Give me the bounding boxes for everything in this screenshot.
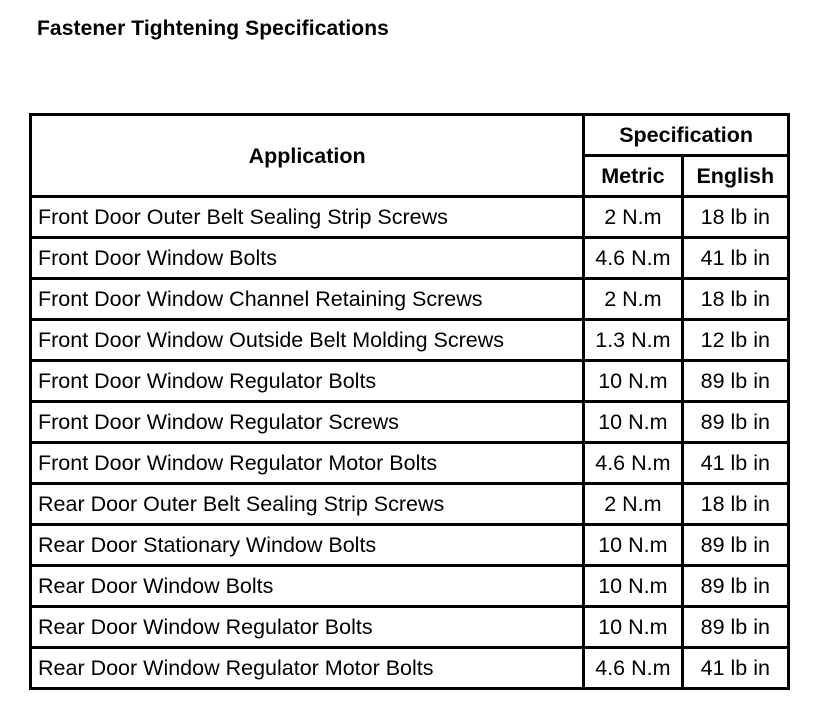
cell-metric: 4.6 N.m: [585, 444, 683, 485]
table-row: [32, 403, 787, 444]
cell-english: 41 lb in: [700, 656, 770, 680]
cell-application: Rear Door Window Regulator Motor Bolts: [32, 649, 585, 687]
cell-metric: 2 N.m: [585, 485, 683, 526]
cell-english: 89 lb in: [684, 567, 787, 608]
cell-application: Front Door Window Regulator Screws: [32, 403, 585, 444]
cell-metric: 1.3 N.m: [585, 321, 683, 362]
cell-english: 41 lb in: [684, 444, 787, 485]
table-row: [32, 567, 787, 608]
table-row: [32, 444, 787, 485]
cell-english: 89 lb in: [684, 608, 787, 649]
cell-application: Front Door Window Regulator Bolts: [32, 362, 585, 403]
table-row: [32, 526, 787, 567]
cell-english: 41 lb in: [684, 239, 787, 280]
header-english: English: [684, 157, 787, 198]
cell-metric: 10 N.m: [585, 526, 683, 567]
cell-metric: 4.6 N.m: [585, 239, 683, 280]
cell-application: Front Door Window Bolts: [32, 239, 585, 280]
cell-application: Front Door Outer Belt Sealing Strip Screws: [32, 198, 585, 239]
table-row: [32, 485, 787, 526]
table-body: [32, 198, 787, 687]
cell-metric: 10 N.m: [585, 403, 683, 444]
table-row: [32, 649, 787, 687]
cell-metric: 2 N.m: [585, 198, 683, 239]
table-row: [32, 198, 787, 239]
header-metric: Metric: [585, 157, 683, 198]
cell-application: Rear Door Outer Belt Sealing Strip Screws: [32, 485, 585, 526]
cell-metric: 10 N.m: [585, 567, 683, 608]
cell-english: 89 lb in: [684, 362, 787, 403]
cell-application: Front Door Window Regulator Motor Bolts: [32, 444, 585, 485]
table-row: [32, 280, 787, 321]
cell-application: Rear Door Window Regulator Bolts: [32, 608, 585, 649]
header-specification: Specification: [585, 116, 787, 157]
cell-application: Rear Door Window Bolts: [32, 567, 585, 608]
cell-english: 89 lb in: [684, 403, 787, 444]
table-row: [32, 321, 787, 362]
cell-application: Front Door Window Channel Retaining Screws: [32, 280, 585, 321]
cell-application: Rear Door Stationary Window Bolts: [32, 526, 585, 567]
page-title: Fastener Tightening Specifications: [37, 17, 389, 40]
table-header: [32, 116, 787, 198]
cell-english: 18 lb in: [684, 198, 787, 239]
table-row: [32, 608, 787, 649]
cell-metric: 10 N.m: [585, 608, 683, 649]
cell-english: 89 lb in: [684, 526, 787, 567]
header-application: Application: [32, 116, 585, 198]
cell-metric: 4.6 N.m: [585, 649, 683, 687]
cell-english: 18 lb in: [684, 485, 787, 526]
cell-metric: 2 N.m: [585, 280, 683, 321]
table-row: [32, 362, 787, 403]
specifications-table: [29, 113, 790, 690]
cell-english: 12 lb in: [684, 321, 787, 362]
cell-english: 18 lb in: [684, 280, 787, 321]
cell-metric: 10 N.m: [585, 362, 683, 403]
cell-application: Front Door Window Outside Belt Molding Screws: [32, 321, 585, 362]
table-row: [32, 239, 787, 280]
